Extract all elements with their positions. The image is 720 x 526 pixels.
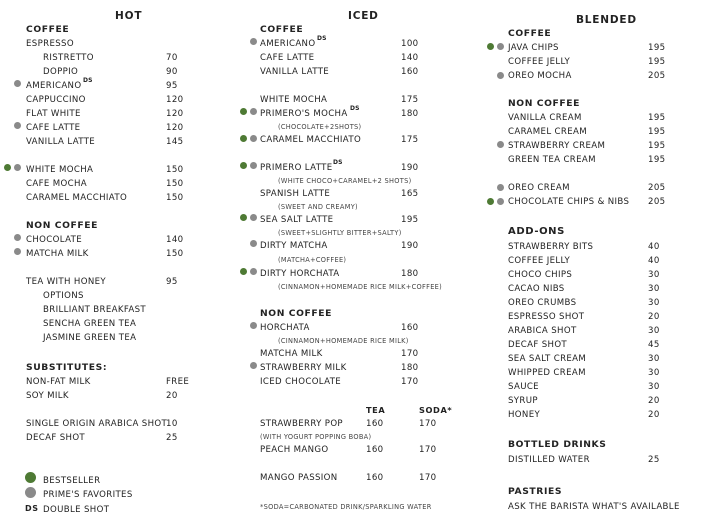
pastries-note: ASK THE BARISTA WHAT'S AVAILABLE [508, 502, 680, 512]
menu-item-price: 120 [166, 123, 184, 133]
menu-item-price: 30 [648, 382, 660, 392]
menu-item-name: GREEN TEA CREAM [508, 155, 596, 165]
primes-favorite-dot-icon [497, 198, 504, 205]
legend-bestseller-label: BESTSELLER [43, 476, 101, 486]
menu-item-price: 10 [166, 419, 178, 429]
section-title-bottled-drinks: BOTTLED DRINKS [508, 439, 607, 450]
primes-favorite-dot-icon [14, 164, 21, 171]
primes-favorite-dot-icon [497, 184, 504, 191]
menu-item-name: STRAWBERRY MILK [260, 363, 347, 373]
menu-item-price: 20 [648, 396, 660, 406]
menu-item-price: 45 [648, 340, 660, 350]
menu-item-name: CAPPUCCINO [26, 95, 86, 105]
menu-item-price: 205 [648, 197, 666, 207]
bestseller-dot-icon [4, 164, 11, 171]
menu-item-name: HORCHATA [260, 323, 310, 333]
menu-item-name: STRAWBERRY POP [260, 419, 343, 429]
menu-item-name: SEA SALT CREAM [508, 354, 587, 364]
menu-item-price: 190 [401, 241, 419, 251]
menu-item-name: PEACH MANGO [260, 445, 329, 455]
menu-item-name: DIRTY HORCHATA [260, 269, 340, 279]
menu-item-name: VANILLA LATTE [260, 67, 330, 77]
bestseller-dot-icon [487, 198, 494, 205]
menu-item-name: CHOCOLATE [26, 235, 83, 245]
menu-item-name: CHOCO CHIPS [508, 270, 573, 280]
menu-item-name: CARAMEL CREAM [508, 127, 587, 137]
menu-item-name: STRAWBERRY BITS [508, 242, 594, 252]
menu-item-name: BRILLIANT BREAKFAST [43, 305, 146, 315]
menu-item-price: 180 [401, 109, 419, 119]
menu-item-price: 195 [648, 141, 666, 151]
menu-item-name: CACAO NIBS [508, 284, 565, 294]
menu-item-name: CAFE LATTE [26, 123, 81, 133]
menu-item-price: 205 [648, 183, 666, 193]
section-title-iced-coffee: COFFEE [260, 24, 304, 35]
menu-item-price: 30 [648, 270, 660, 280]
tea-column-header: TEA [366, 405, 386, 415]
menu-item-name: CAFE LATTE [260, 53, 315, 63]
menu-item-price: 160 [401, 323, 419, 333]
menu-item-name: SENCHA GREEN TEA [43, 319, 137, 329]
menu-item-description: (WITH YOGURT POPPING BOBA) [260, 433, 372, 441]
menu-item-name: COFFEE JELLY [508, 256, 571, 266]
menu-item-price: 30 [648, 284, 660, 294]
menu-item-description: (WHITE CHOCO+CARAMEL+2 SHOTS) [278, 177, 412, 185]
menu-item-price: 95 [166, 81, 178, 91]
primes-favorite-dot-icon [14, 234, 21, 241]
menu-item-name: CAFE MOCHA [26, 179, 88, 189]
menu-item-price: 30 [648, 368, 660, 378]
section-title-add-ons: ADD-ONS [508, 226, 565, 237]
menu-item-price: 195 [648, 113, 666, 123]
menu-item-price: 160 [366, 473, 384, 483]
menu-item-price: 90 [166, 67, 178, 77]
section-title-hot-coffee: COFFEE [26, 24, 70, 35]
bestseller-dot-icon [240, 214, 247, 221]
primes-favorite-dot-icon [497, 141, 504, 148]
bestseller-legend-icon [25, 472, 36, 483]
menu-item-name: AMERICANO [26, 81, 82, 91]
menu-item-name: DISTILLED WATER [508, 455, 590, 465]
menu-item-price: 175 [401, 95, 419, 105]
menu-item-name: SOY MILK [26, 391, 69, 401]
menu-item-description: (CINNAMON+HOMEMADE RICE MILK) [278, 337, 409, 345]
bestseller-dot-icon [240, 108, 247, 115]
primes-favorite-dot-icon [250, 240, 257, 247]
menu-item-price: 30 [648, 354, 660, 364]
menu-item-price: 25 [166, 433, 178, 443]
soda-footnote: *SODA=CARBONATED DRINK/SPARKLING WATER [260, 503, 432, 511]
menu-item-price: 170 [401, 377, 419, 387]
menu-item-price: 30 [648, 298, 660, 308]
primes-favorite-dot-icon [250, 162, 257, 169]
menu-item-price: 160 [366, 445, 384, 455]
menu-item-name: FLAT WHITE [26, 109, 81, 119]
menu-item-price: 40 [648, 242, 660, 252]
menu-item-description: (SWEET+SLIGHTLY BITTER+SALTY) [278, 229, 402, 237]
menu-item-price: 180 [401, 363, 419, 373]
menu-item-name: AMERICANO [260, 39, 316, 49]
menu-item-price: 150 [166, 165, 184, 175]
menu-item-price: 150 [166, 249, 184, 259]
column-title-iced: ICED [348, 10, 379, 22]
menu-item-price: 195 [648, 127, 666, 137]
menu-item-name: SEA SALT LATTE [260, 215, 334, 225]
menu-item-name: DECAF SHOT [26, 433, 86, 443]
bestseller-dot-icon [487, 43, 494, 50]
menu-item-price: 190 [401, 163, 419, 173]
double-shot-badge: DS [350, 105, 360, 112]
menu-item-name: SAUCE [508, 382, 539, 392]
menu-item-name: SINGLE ORIGIN ARABICA SHOT [26, 419, 168, 429]
menu-item-name: OREO MOCHA [508, 71, 572, 81]
menu-item-name: PRIMERO'S MOCHA [260, 109, 348, 119]
menu-item-price: 160 [366, 419, 384, 429]
primes-favorite-dot-icon [14, 122, 21, 129]
primes-favorite-dot-icon [250, 108, 257, 115]
section-title-blended-non-coffee: NON COFFEE [508, 98, 581, 109]
menu-item-name: MATCHA MILK [26, 249, 89, 259]
menu-item-name: TEA WITH HONEY [26, 277, 106, 287]
menu-item-name: NON-FAT MILK [26, 377, 91, 387]
primes-favorite-dot-icon [497, 43, 504, 50]
menu-item-name: DECAF SHOT [508, 340, 568, 350]
menu-item-price: 170 [419, 473, 437, 483]
bestseller-dot-icon [240, 268, 247, 275]
menu-item-name: CARAMEL MACCHIATO [26, 193, 128, 203]
section-title-hot-non-coffee: NON COFFEE [26, 220, 99, 231]
legend-primes-favorites-label: PRIME'S FAVORITES [43, 490, 133, 500]
primes-favorite-dot-icon [14, 80, 21, 87]
menu-item-description: (CINNAMON+HOMEMADE RICE MILK+COFFEE) [278, 283, 443, 291]
menu-item-name: MANGO PASSION [260, 473, 338, 483]
primes-favorite-dot-icon [14, 248, 21, 255]
menu-item-name: OPTIONS [43, 291, 84, 301]
section-title-substitutes: SUBSTITUTES: [26, 362, 108, 373]
primes-favorite-dot-icon [250, 214, 257, 221]
menu-item-price: 145 [166, 137, 184, 147]
menu-item-name: ESPRESSO [26, 39, 74, 49]
primes-favorite-dot-icon [250, 322, 257, 329]
menu-item-price: 170 [401, 349, 419, 359]
menu-item-name: CHOCOLATE CHIPS & NIBS [508, 197, 630, 207]
menu-item-name: SYRUP [508, 396, 538, 406]
section-title-pastries: PASTRIES [508, 486, 563, 497]
menu-item-price: 20 [648, 312, 660, 322]
column-title-hot: HOT [115, 10, 143, 22]
menu-item-price: 40 [648, 256, 660, 266]
double-shot-badge: DS [317, 35, 327, 42]
primes-favorite-dot-icon [250, 135, 257, 142]
menu-item-price: 140 [401, 53, 419, 63]
menu-item-name: ICED CHOCOLATE [260, 377, 342, 387]
menu-item-price: 100 [401, 39, 419, 49]
primes-favorite-dot-icon [497, 72, 504, 79]
menu-item-name: JASMINE GREEN TEA [43, 333, 137, 343]
primes-favorite-legend-icon [25, 487, 36, 498]
menu-item-price: 170 [419, 419, 437, 429]
bestseller-dot-icon [240, 135, 247, 142]
menu-item-name: VANILLA CREAM [508, 113, 582, 123]
menu-item-price: 195 [648, 155, 666, 165]
menu-item-name: MATCHA MILK [260, 349, 323, 359]
section-title-iced-non-coffee: NON COFFEE [260, 308, 333, 319]
menu-item-price: 180 [401, 269, 419, 279]
menu-item-price: 150 [166, 193, 184, 203]
menu-item-name: WHITE MOCHA [260, 95, 328, 105]
double-shot-badge: DS [333, 159, 343, 166]
menu-item-name: PRIMERO LATTE [260, 163, 333, 173]
legend-double-shot-label: DOUBLE SHOT [43, 505, 110, 515]
menu-item-name: RISTRETTO [43, 53, 94, 63]
menu-item-name: OREO CRUMBS [508, 298, 577, 308]
section-title-blended-coffee: COFFEE [508, 28, 552, 39]
menu-item-price: 175 [401, 135, 419, 145]
column-title-blended: BLENDED [576, 14, 637, 26]
menu-item-price: 120 [166, 95, 184, 105]
menu-item-name: COFFEE JELLY [508, 57, 571, 67]
soda-column-header: SODA* [419, 405, 453, 415]
menu-item-price: 30 [648, 326, 660, 336]
menu-item-name: ARABICA SHOT [508, 326, 577, 336]
menu-item-price: 160 [401, 67, 419, 77]
menu-item-price: 20 [648, 410, 660, 420]
menu-item-price: 195 [648, 57, 666, 67]
legend-ds-abbr: DS [25, 504, 39, 513]
menu-item-price: 195 [401, 215, 419, 225]
menu-item-name: HONEY [508, 410, 541, 420]
menu-item-description: (SWEET AND CREAMY) [278, 203, 358, 211]
menu-item-price: 165 [401, 189, 419, 199]
menu-item-price: 195 [648, 43, 666, 53]
primes-favorite-dot-icon [250, 38, 257, 45]
menu-item-price: 25 [648, 455, 660, 465]
menu-item-name: DOPPIO [43, 67, 79, 77]
primes-favorite-dot-icon [250, 362, 257, 369]
menu-item-price: 95 [166, 277, 178, 287]
bestseller-dot-icon [240, 162, 247, 169]
menu-item-price: FREE [166, 377, 190, 387]
menu-item-name: STRAWBERRY CREAM [508, 141, 606, 151]
menu-item-price: 70 [166, 53, 178, 63]
menu-item-name: CARAMEL MACCHIATO [260, 135, 362, 145]
menu-item-name: ESPRESSO SHOT [508, 312, 585, 322]
double-shot-badge: DS [83, 77, 93, 84]
menu-item-description: (MATCHA+COFFEE) [278, 256, 347, 264]
menu-item-name: WHIPPED CREAM [508, 368, 586, 378]
menu-item-name: WHITE MOCHA [26, 165, 94, 175]
menu-item-price: 150 [166, 179, 184, 189]
menu-item-price: 140 [166, 235, 184, 245]
menu-item-name: VANILLA LATTE [26, 137, 96, 147]
menu-item-price: 20 [166, 391, 178, 401]
menu-item-price: 120 [166, 109, 184, 119]
menu-item-name: JAVA CHIPS [508, 43, 559, 53]
menu-item-price: 170 [419, 445, 437, 455]
menu-item-name: DIRTY MATCHA [260, 241, 328, 251]
menu-item-price: 205 [648, 71, 666, 81]
menu-item-name: SPANISH LATTE [260, 189, 331, 199]
primes-favorite-dot-icon [250, 268, 257, 275]
menu-item-name: OREO CREAM [508, 183, 570, 193]
menu-item-description: (CHOCOLATE+2SHOTS) [278, 123, 362, 131]
